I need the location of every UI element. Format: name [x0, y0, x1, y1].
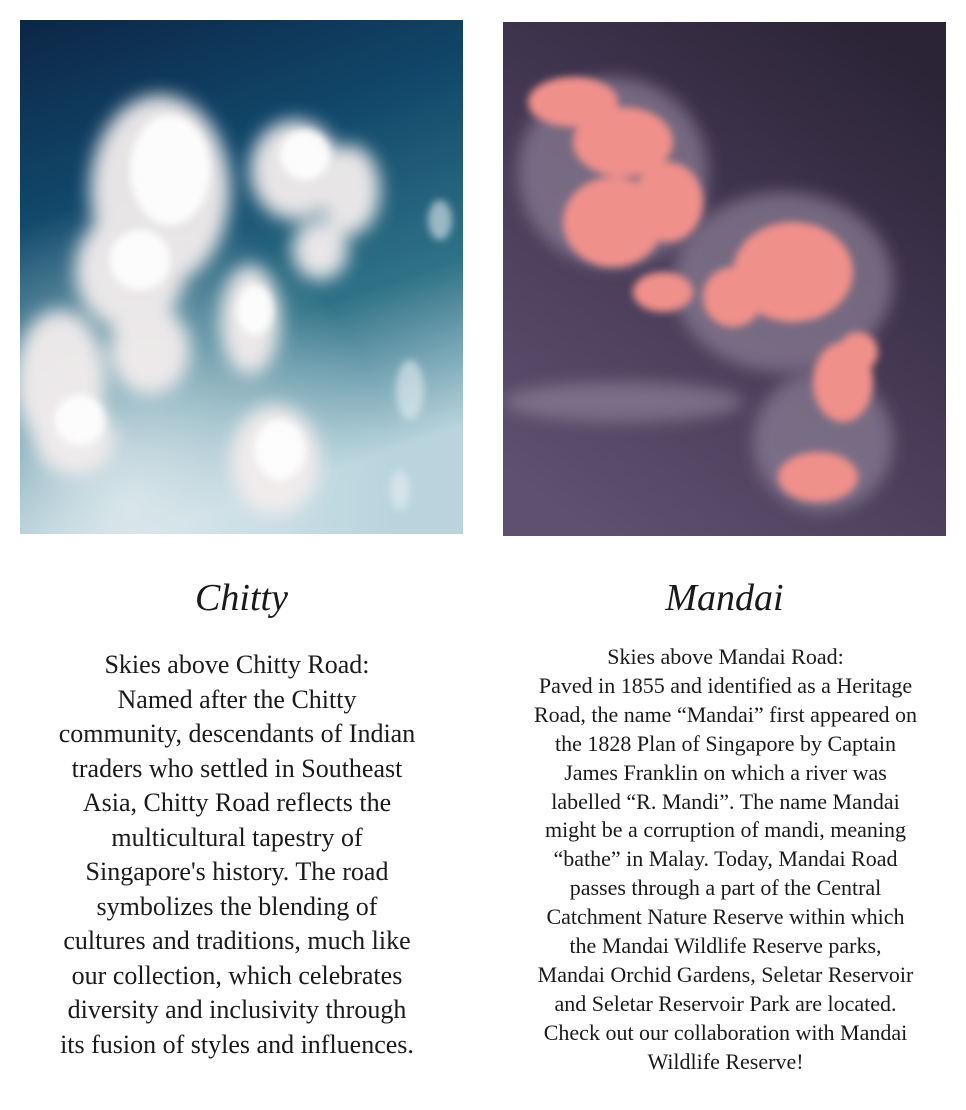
description-line: Asia, Chitty Road reflects the	[82, 788, 392, 817]
description-line: traders who settled in Southeast	[71, 753, 403, 783]
mandai-title: Mandai	[665, 577, 784, 619]
mandai-sky-image	[503, 22, 946, 536]
description-line: Catchment Nature Reserve within which	[546, 904, 905, 930]
description-line: our collection, which celebrates	[71, 960, 403, 990]
description-line: might be a corruption of mandi, meaning	[544, 817, 907, 843]
description-line: Skies above Mandai Road:	[607, 644, 844, 669]
chitty-description	[22, 648, 452, 1062]
description-line: Check out our collaboration with Mandai	[543, 1019, 908, 1045]
description-line: Named after the Chitty	[117, 684, 357, 714]
chitty-sky-image	[20, 20, 463, 534]
description-line: the Mandai Wildlife Reserve parks,	[569, 933, 882, 959]
purple-sky-pink-clouds-image	[503, 22, 946, 536]
chitty-title: Chitty	[195, 577, 288, 619]
description-line: passes through a part of the Central	[569, 875, 882, 901]
description-line: Wildlife Reserve!	[647, 1048, 804, 1074]
description-line: its fusion of styles and influences.	[60, 1029, 414, 1059]
description-line: community, descendants of Indian	[58, 719, 416, 748]
mandai-description	[503, 643, 948, 1077]
description-line: Road, the name “Mandai” first appeared on	[533, 701, 917, 727]
description-line: Singapore's history. The road	[85, 857, 389, 886]
description-line: the 1828 Plan of Singapore by Captain	[555, 730, 896, 756]
description-line: Skies above Chitty Road:	[104, 650, 370, 679]
description-line: symbolizes the blending of	[96, 891, 378, 921]
description-line: Paved in 1855 and identified as a Heritage	[538, 672, 913, 698]
description-line: cultures and traditions, much like	[63, 926, 411, 955]
description-line: “bathe” in Malay. Today, Mandai Road	[553, 846, 898, 872]
description-line: Mandai Orchid Gardens, Seletar Reservoir	[537, 961, 914, 987]
description-line: multicultural tapestry of	[111, 822, 363, 852]
description-line: diversity and inclusivity through	[67, 995, 407, 1024]
description-line: labelled “R. Mandi”. The name Mandai	[551, 788, 900, 814]
description-line: James Franklin on which a river was	[564, 759, 887, 785]
description-line: and Seletar Reservoir Park are located.	[554, 990, 897, 1016]
teal-sky-clouds-image	[20, 20, 463, 534]
